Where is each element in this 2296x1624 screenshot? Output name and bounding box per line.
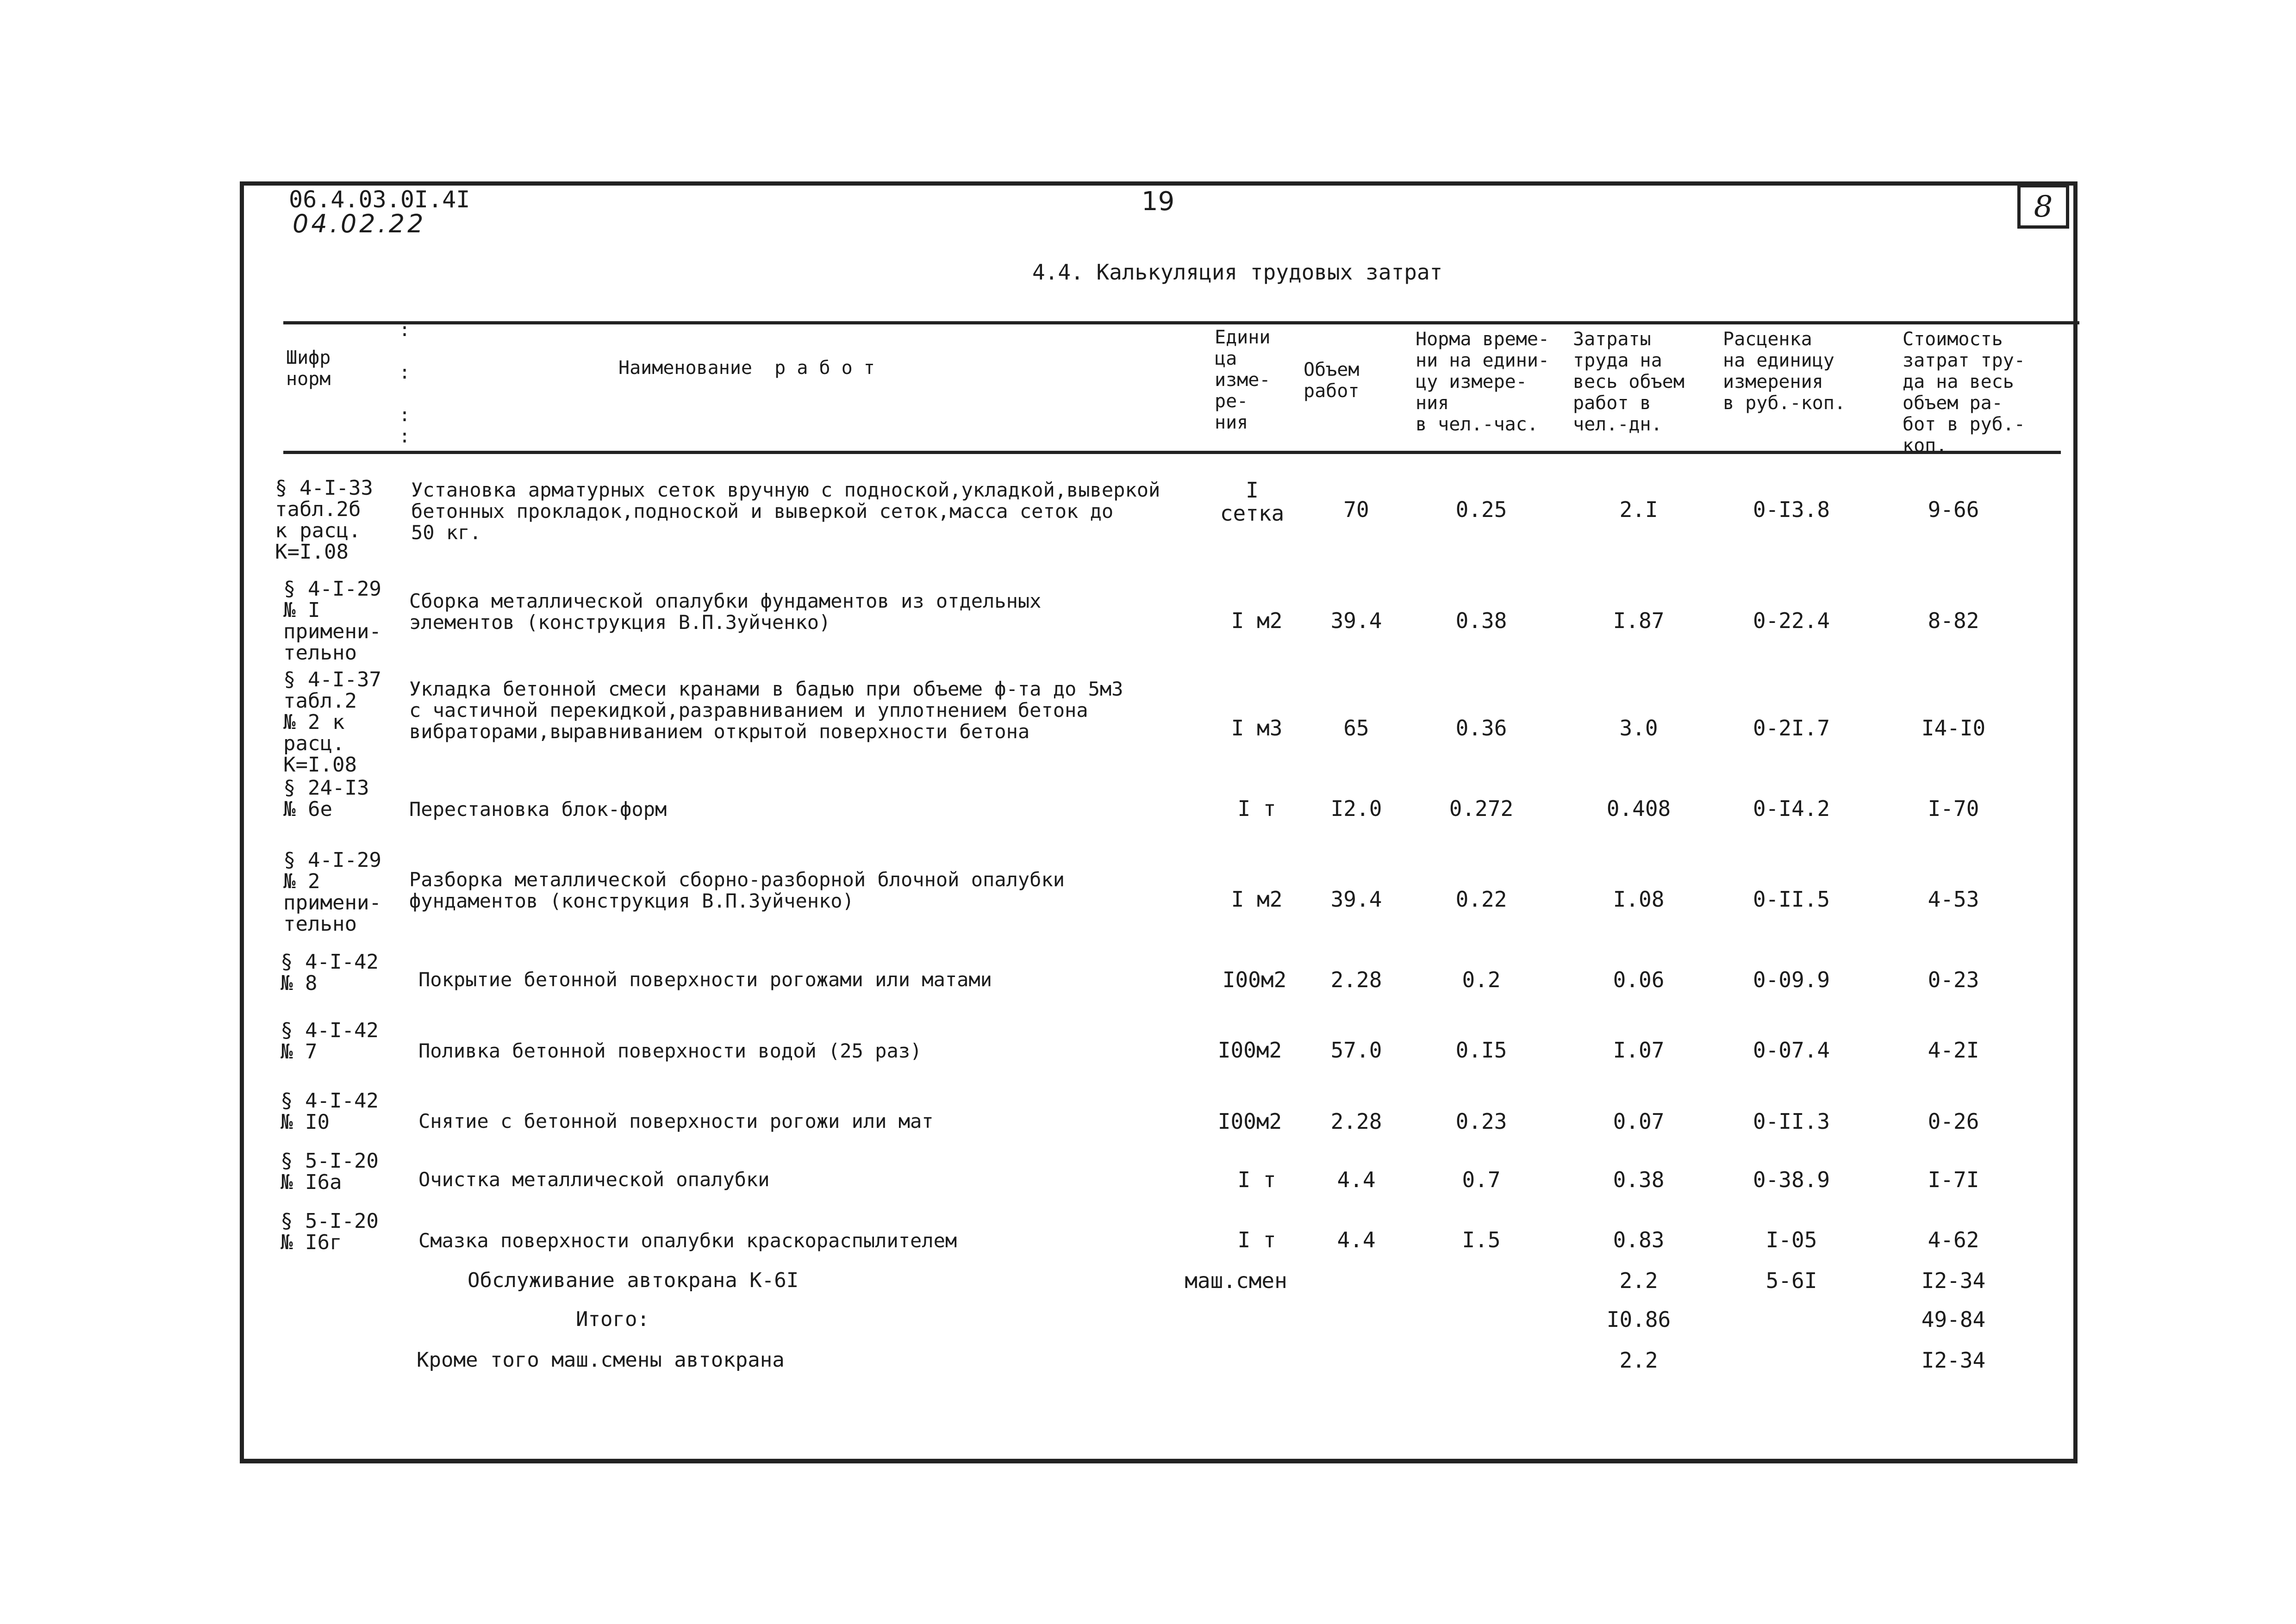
crane-service-labor: 2.2 [1619, 1268, 1658, 1293]
row-4-code: § 24-I3 № 6е [283, 776, 369, 821]
row-9-volume: 4.4 [1337, 1167, 1376, 1192]
row-5-name: Разборка металлической сборно-разборной блочной опалубки фундаментов (конструкция В.П.Зуйченко) [409, 868, 1065, 912]
row-5-unit: I м2 [1231, 887, 1283, 912]
row-8-cost: 0-26 [1928, 1109, 1979, 1134]
row-5-volume: 39.4 [1330, 887, 1382, 912]
row-3-norm: 0.36 [1455, 716, 1507, 740]
row-2-volume: 39.4 [1330, 608, 1382, 633]
header-norm: Норма време- ни на едини- цу измере- ния в чел.-час. [1416, 329, 1549, 435]
row-4-cost: I-70 [1928, 796, 1979, 821]
row-6-labor: 0.06 [1613, 967, 1665, 992]
total-label: Итого: [576, 1307, 649, 1331]
row-4-name: Перестановка блок-форм [409, 798, 667, 821]
row-9-rate: 0-38.9 [1753, 1167, 1830, 1192]
row-8-volume: 2.28 [1330, 1109, 1382, 1134]
row-8-code: § 4-I-42 № I0 [281, 1089, 379, 1134]
row-3-code: § 4-I-37 табл.2 № 2 к расц. К=I.08 [283, 668, 381, 777]
section-title: 4.4. Калькуляция трудовых затрат [1032, 260, 1443, 285]
row-8-unit: I00м2 [1217, 1109, 1282, 1134]
row-5-labor: I.08 [1613, 887, 1665, 912]
header-cost: Стоимость затрат тру- да на весь объем ра- бот в руб.- коп. [1903, 329, 2025, 456]
row-1-rate: 0-I3.8 [1753, 497, 1830, 522]
row-6-volume: 2.28 [1330, 967, 1382, 992]
row-4-volume: I2.0 [1330, 796, 1382, 821]
row-1-unit: I сетка [1220, 478, 1285, 526]
row-6-name: Покрытие бетонной поверхности рогожами или матами [418, 968, 992, 991]
row-5-norm: 0.22 [1455, 887, 1507, 912]
row-5-cost: 4-53 [1928, 887, 1979, 912]
row-10-labor: 0.83 [1613, 1227, 1665, 1252]
sheet-number-box: 8 [2017, 184, 2069, 229]
document-code: 06.4.03.0I.4I [289, 186, 470, 213]
row-4-labor: 0.408 [1606, 796, 1671, 821]
row-5-code: § 4-I-29 № 2 примени- тельно [283, 848, 381, 936]
crane-service-label: Обслуживание автокрана К-6I [468, 1269, 799, 1292]
row-7-volume: 57.0 [1330, 1038, 1382, 1063]
header-name: Наименование р а б о т [618, 357, 875, 379]
document-date: 04.02.22 [293, 209, 426, 238]
page-number: 19 [1142, 187, 1175, 217]
header-code: Шифр норм [286, 347, 331, 390]
header-divider-colon: : : : : [399, 319, 411, 447]
row-6-norm: 0.2 [1462, 967, 1501, 992]
table-header-rule [283, 451, 2061, 454]
row-10-volume: 4.4 [1337, 1227, 1376, 1252]
row-7-labor: I.07 [1613, 1038, 1665, 1063]
row-2-cost: 8-82 [1928, 608, 1979, 633]
row-8-norm: 0.23 [1455, 1109, 1507, 1134]
row-10-cost: 4-62 [1928, 1227, 1979, 1252]
row-6-rate: 0-09.9 [1753, 967, 1830, 992]
row-3-unit: I м3 [1231, 716, 1283, 740]
row-4-norm: 0.272 [1449, 796, 1514, 821]
table-top-rule [283, 321, 2079, 324]
row-10-norm: I.5 [1462, 1227, 1501, 1252]
total-labor: I0.86 [1606, 1307, 1671, 1332]
row-1-cost: 9-66 [1928, 497, 1979, 522]
row-8-name: Снятие с бетонной поверхности рогожи или мат [418, 1110, 934, 1132]
row-2-unit: I м2 [1231, 608, 1283, 633]
row-5-rate: 0-II.5 [1753, 887, 1830, 912]
row-7-cost: 4-2I [1928, 1038, 1979, 1063]
row-3-name: Укладка бетонной смеси кранами в бадью при объеме ф-та до 5м3 с частичной перекидкой,разравниванием и уплотнением бетона вибраторами,выравниванием открытой поверхности бетона [409, 678, 1123, 743]
row-2-rate: 0-22.4 [1753, 608, 1830, 633]
row-10-rate: I-05 [1766, 1227, 1817, 1252]
row-1-labor: 2.I [1619, 497, 1658, 522]
row-1-name: Установка арматурных сеток вручную с подноской,укладкой,выверкой бетонных прокладок,подноской и выверкой сеток,масса сеток до 50 кг. [411, 479, 1160, 544]
extra-crane-shifts-label: Кроме того маш.смены автокрана [417, 1348, 785, 1372]
row-2-name: Сборка металлической опалубки фундаментов из отдельных элементов (конструкция В.П.Зуйченко) [409, 590, 1042, 634]
row-7-code: § 4-I-42 № 7 [281, 1019, 379, 1064]
row-8-labor: 0.07 [1613, 1109, 1665, 1134]
header-unit: Едини ца изме- ре- ния [1215, 327, 1271, 433]
row-3-rate: 0-2I.7 [1753, 716, 1830, 740]
crane-service-cost: I2-34 [1921, 1268, 1986, 1293]
row-2-code: § 4-I-29 № I примени- тельно [283, 577, 381, 665]
row-2-norm: 0.38 [1455, 608, 1507, 633]
row-10-name: Смазка поверхности опалубки краскораспылителем [418, 1229, 957, 1252]
row-8-rate: 0-II.3 [1753, 1109, 1830, 1134]
row-9-cost: I-7I [1928, 1167, 1979, 1192]
row-4-rate: 0-I4.2 [1753, 796, 1830, 821]
crane-service-rate: 5-6I [1766, 1268, 1817, 1293]
header-volume: Объем работ [1304, 359, 1360, 402]
row-3-labor: 3.0 [1619, 716, 1658, 740]
total-cost: 49-84 [1921, 1307, 1986, 1332]
extra-crane-shifts-cost: I2-34 [1921, 1348, 1986, 1373]
header-rate: Расценка на единицу измерения в руб.-коп. [1723, 329, 1846, 414]
row-6-cost: 0-23 [1928, 967, 1979, 992]
row-9-name: Очистка металлической опалубки [418, 1168, 770, 1191]
row-7-rate: 0-07.4 [1753, 1038, 1830, 1063]
row-2-labor: I.87 [1613, 608, 1665, 633]
row-6-code: § 4-I-42 № 8 [281, 950, 379, 995]
row-10-unit: I т [1237, 1227, 1276, 1252]
row-4-unit: I т [1237, 796, 1276, 821]
row-9-norm: 0.7 [1462, 1167, 1501, 1192]
row-9-code: § 5-I-20 № I6а [281, 1149, 379, 1194]
row-7-unit: I00м2 [1217, 1038, 1282, 1063]
crane-service-unit: маш.смен [1185, 1268, 1287, 1293]
row-9-labor: 0.38 [1613, 1167, 1665, 1192]
row-7-norm: 0.I5 [1455, 1038, 1507, 1063]
row-9-unit: I т [1237, 1167, 1276, 1192]
row-3-cost: I4-I0 [1921, 716, 1986, 740]
row-1-volume: 70 [1343, 497, 1369, 522]
row-3-volume: 65 [1343, 716, 1369, 740]
extra-crane-shifts-labor: 2.2 [1619, 1348, 1658, 1373]
header-labor: Затраты труда на весь объем работ в чел.-дн. [1573, 329, 1685, 435]
row-6-unit: I00м2 [1222, 967, 1287, 992]
row-1-code: § 4-I-33 табл.2б к расц. К=I.08 [275, 476, 373, 564]
row-7-name: Поливка бетонной поверхности водой (25 раз) [418, 1039, 922, 1062]
row-1-norm: 0.25 [1455, 497, 1507, 522]
row-10-code: § 5-I-20 № I6г [281, 1209, 379, 1254]
